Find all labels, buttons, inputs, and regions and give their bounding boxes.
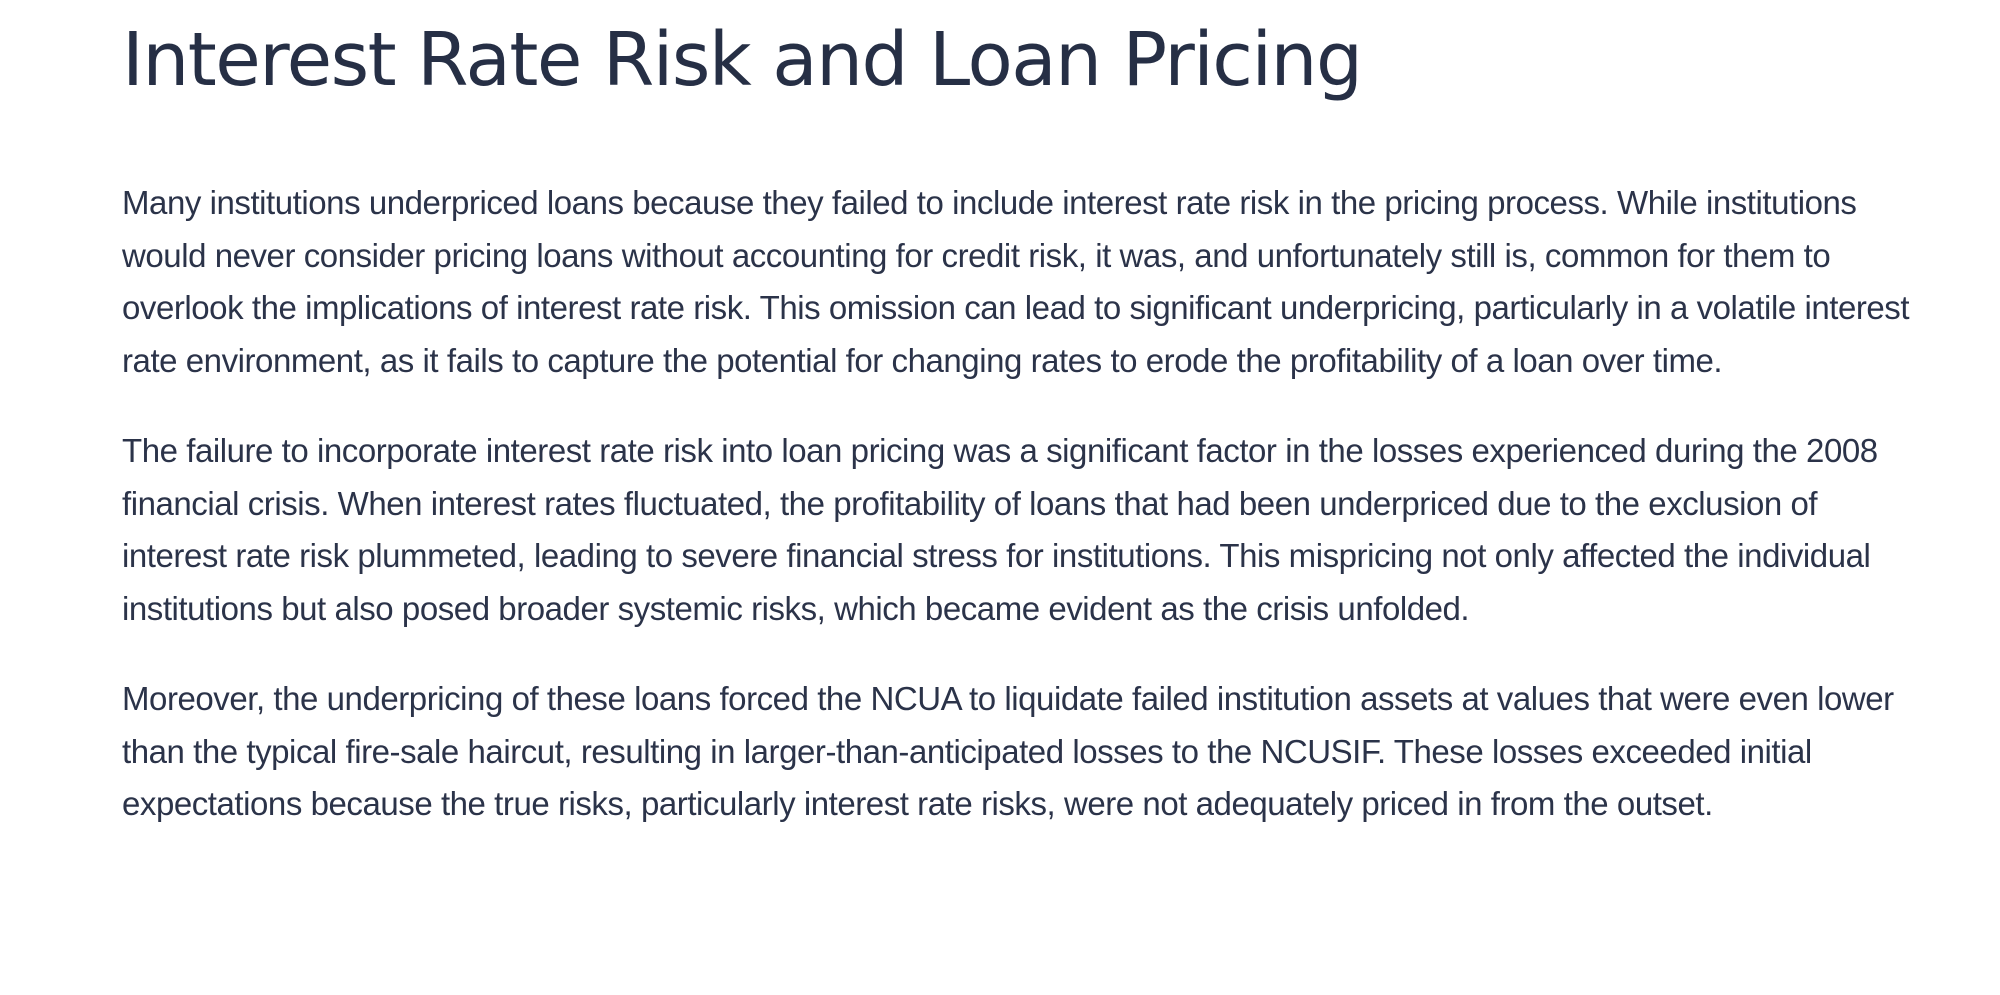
paragraph-1: Many institutions underpriced loans because they failed to include interest rate risk in the pricing process. While institutions would never consider pricing loans without accounting for credit risk, it was, and unfortunately still is, common for them to overlook the implications of interest rate risk. This omission can lead to significant underpricing, particularly in a volatile interest rate environment, as it fails to capture the potential for changing rates to erode the profitability of a loan over time. xyxy=(122,184,1910,379)
page-title: Interest Rate Risk and Loan Pricing xyxy=(122,17,1362,103)
article xyxy=(122,0,1922,869)
article-body xyxy=(122,177,1922,831)
paragraph-2: The failure to incorporate interest rate risk into loan pricing was a significant factor in the losses experienced during the 2008 financial crisis. When interest rates fluctuated, the profitability of loans that had been underpriced due to the exclusion of interest rate risk plummeted, leading to severe financial stress for institutions. This mispricing not only affected the individual institutions but also posed broader systemic risks, which became evident as the crisis unfolded. xyxy=(122,432,1878,627)
paragraph-3: Moreover, the underpricing of these loans forced the NCUA to liquidate failed institution assets at values that were even lower than the typical fire-sale haircut, resulting in larger-than-anticipated losses to the NCUSIF. These losses exceeded initial expectations because the true risks, particularly interest rate risks, were not adequately priced in from the outset. xyxy=(122,680,1894,822)
